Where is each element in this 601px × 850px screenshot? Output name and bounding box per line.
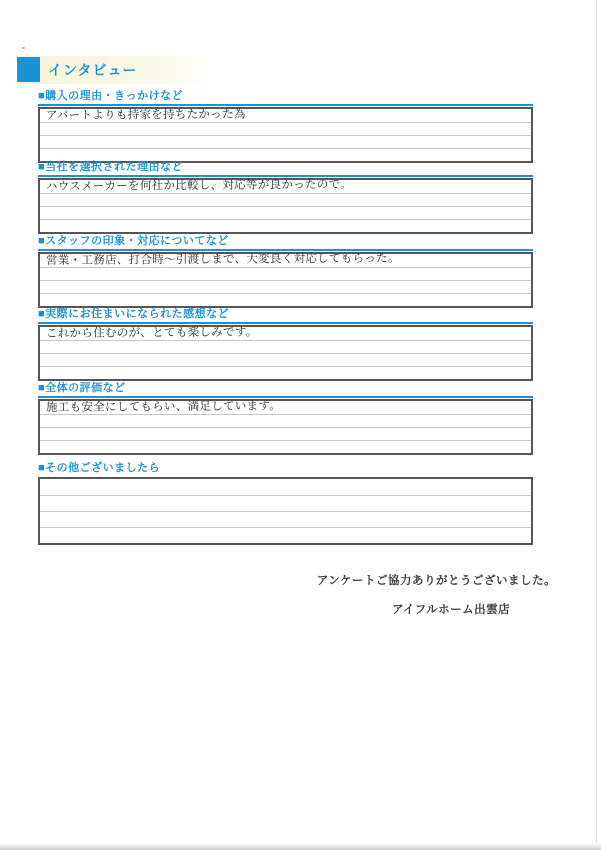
handwritten-answer: これから住むのが、とても楽しみです。 <box>45 326 258 340</box>
handwritten-answer: ハウスメーカーを何社か比較し、対応等が良かったので。 <box>45 178 353 193</box>
answer-line <box>40 401 531 414</box>
answer-line <box>40 206 531 219</box>
answer-box <box>38 107 533 163</box>
answer-line <box>40 193 531 206</box>
answer-box <box>38 399 533 455</box>
answer-line <box>40 219 531 232</box>
answer-line <box>40 427 531 440</box>
answer-line <box>40 340 531 353</box>
answer-line <box>40 511 531 527</box>
answer-line <box>40 148 531 161</box>
answer-box <box>38 325 533 381</box>
page-title: インタビュー <box>48 62 138 78</box>
section-overall-evaluation <box>38 382 533 455</box>
scan-edge-bottom <box>0 843 601 850</box>
scan-edge-right <box>596 0 597 850</box>
interview-header-band <box>17 56 217 84</box>
section-staff-impression <box>38 235 533 308</box>
section-title: ■全体の評価など <box>38 382 533 398</box>
section-title: ■購入の理由・きっかけなど <box>38 90 533 106</box>
answer-box <box>38 178 533 234</box>
blue-square-icon <box>17 57 40 82</box>
handwritten-answer: 営業・工務店、打合時～引渡しまで、大変良く対応してもらった。 <box>45 252 400 267</box>
handwritten-answer: 施工も安全にしてもらい、満足しています。 <box>45 400 282 414</box>
answer-line <box>40 414 531 427</box>
answer-line <box>40 122 531 135</box>
answer-line <box>40 254 531 267</box>
section-living-impression <box>38 308 533 381</box>
section-title: ■スタッフの印象・対応についてなど <box>38 235 533 251</box>
footer-thanks-text: アンケートご協力ありがとうございました。 <box>316 575 556 587</box>
answer-line <box>40 495 531 511</box>
section-title: ■当社を選択された理由など <box>38 161 533 177</box>
section-purchase-reason <box>38 90 533 163</box>
section-title: ■実際にお住まいになられた感想など <box>38 308 533 324</box>
answer-line <box>40 135 531 148</box>
answer-box <box>38 477 533 545</box>
section-title: ■その他ございましたら <box>38 462 161 474</box>
answer-line <box>40 366 531 379</box>
footer-store-name: アイフルホーム出雲店 <box>392 604 511 616</box>
answer-line <box>40 180 531 193</box>
handwritten-answer: アパートよりも持家を持ちたかった為 <box>45 108 246 122</box>
answer-line <box>40 327 531 340</box>
answer-line <box>40 293 531 306</box>
answer-box <box>38 252 533 308</box>
answer-line <box>40 109 531 122</box>
scan-speck <box>22 47 25 49</box>
answer-line <box>40 527 531 543</box>
answer-line <box>40 353 531 366</box>
section-why-our-company <box>38 161 533 234</box>
answer-line <box>40 440 531 453</box>
answer-line <box>40 280 531 293</box>
section-other-comments <box>38 462 533 545</box>
answer-line <box>40 479 531 495</box>
answer-line <box>40 267 531 280</box>
